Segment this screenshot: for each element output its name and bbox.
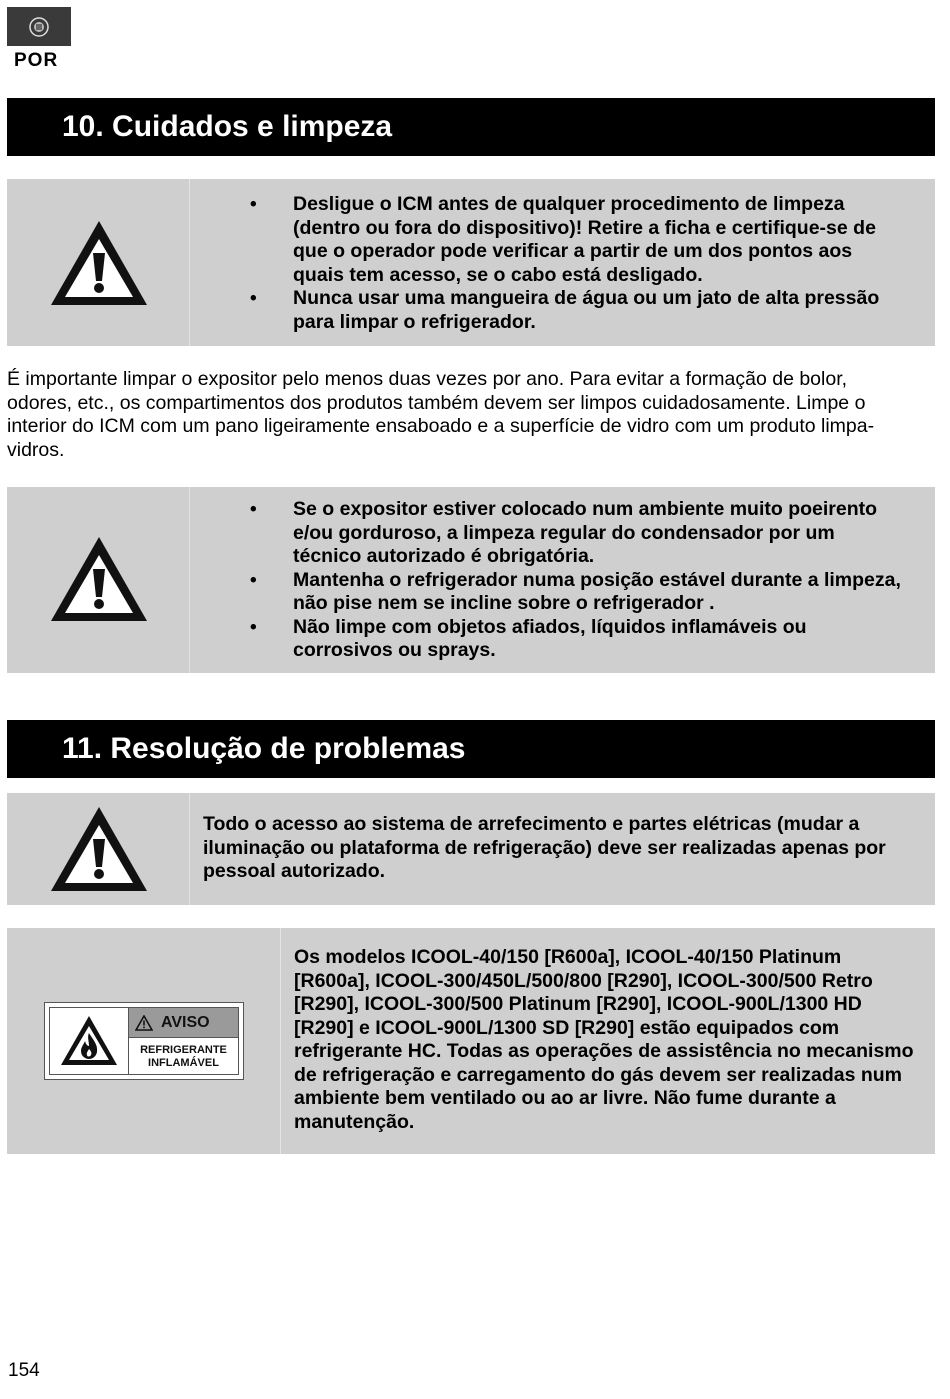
flame-hazard-icon: [50, 1008, 129, 1074]
list-item: • Nunca usar uma mangueira de água ou um jato de alta pressão para limpar o refrigerador.: [247, 287, 907, 334]
warning-box-flammable: [7, 928, 935, 1154]
list-item: • Se o expositor estiver colocado num ambiente muito poeirento e/ou gorduroso, a limpeza regular do condensador por um técnico autorizado é obrigatória.: [247, 498, 907, 569]
list-item: • Mantenha o refrigerador numa posição estável durante a limpeza, não pise nem se incline sobre o refrigerador .: [247, 569, 907, 616]
warning-list-cleaning: [247, 193, 907, 334]
warning-list-condenser: [247, 498, 907, 663]
warning-box-authorized: [7, 793, 935, 905]
list-item: • Desligue o ICM antes de qualquer procedimento de limpeza (dentro ou fora do dispositivo)! Retire a ficha e certifique-se de que o operador pode verificar a partir de um dos pontos aos quais tem acesso, se o cabo está desligado.: [247, 193, 907, 287]
section-title-care-cleaning: 10. Cuidados e limpeza: [7, 98, 935, 156]
warning-box-cleaning: [7, 179, 935, 346]
flammable-refrigerant-label: [44, 1002, 244, 1080]
warning-box-condenser: [7, 487, 935, 673]
list-item: • Não limpe com objetos afiados, líquidos inflamáveis ou corrosivos ou sprays.: [247, 616, 907, 663]
language-code: POR: [14, 50, 59, 71]
page-number: 154: [8, 1360, 40, 1381]
aviso-title: AVISO: [161, 1013, 210, 1031]
warning-triangle-icon: [47, 533, 151, 625]
aviso-header: [129, 1008, 238, 1038]
aviso-line-2: INFLAMÁVEL: [148, 1056, 219, 1069]
flag-emblem-icon: [7, 7, 71, 46]
warning-triangle-small-icon: [135, 1015, 153, 1031]
aviso-line-1: REFRIGERANTE: [140, 1043, 227, 1056]
warning-triangle-icon: [47, 803, 151, 895]
section-title-troubleshooting: 11. Resolução de problemas: [7, 720, 935, 778]
warning-triangle-icon: [47, 217, 151, 309]
aviso-body: [129, 1039, 238, 1074]
flammable-refrigerant-text: Os modelos ICOOL-40/150 [R600a], ICOOL-40/150 Platinum [R600a], ICOOL-300/450L/500/800 [R290], ICOOL-300/500 Retro [R290], ICOOL-300/500 Platinum [R290], ICOOL-900L/1300 HD [R290] e ICOOL-900L/1300 SD [R290] estão equipados com refrigerante HC. Todas as operações de assistência no mecanismo de refrigeração e carregamento do gás devem ser realizadas num ambiente bem ventilado ou ao ar livre. Não fume durante a manutenção.: [294, 946, 914, 1133]
cleaning-paragraph: É importante limpar o expositor pelo menos duas vezes por ano. Para evitar a formação de bolor, odores, etc., os compartimentos dos produtos também devem ser limpos cuidadosamente. Limpe o interior do ICM com um pano ligeiramente ensaboado e a superfície de vidro com um produto limpa-vidros.: [7, 368, 875, 461]
authorized-personnel-text: Todo o acesso ao sistema de arrefecimento e partes elétricas (mudar a iluminação ou plataforma de refrigeração) deve ser realizadas apenas por pessoal autorizado.: [203, 813, 886, 882]
